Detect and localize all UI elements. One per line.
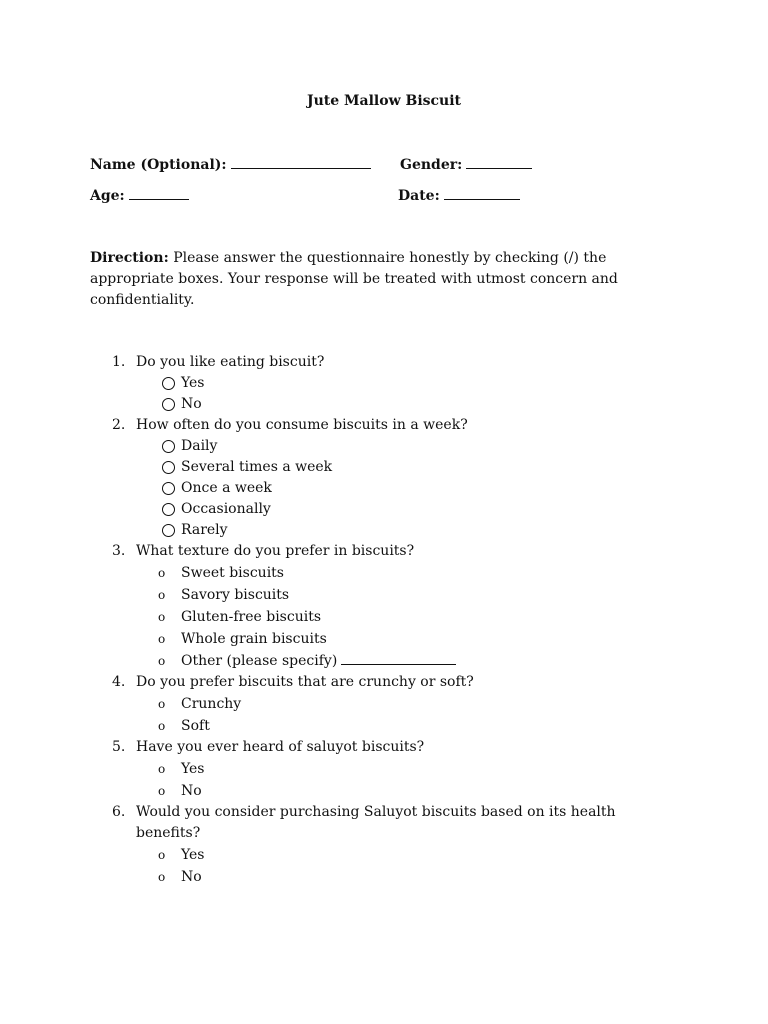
question-2 <box>0 415 656 436</box>
name-field <box>90 156 371 173</box>
bullet-o-icon: o <box>158 632 166 646</box>
name-label: Name (Optional): <box>90 157 227 173</box>
option-q2-rarely[interactable] <box>0 520 768 541</box>
radio-circle-icon[interactable] <box>162 377 175 390</box>
date-label: Date: <box>398 188 440 204</box>
option-label: Yes <box>181 847 205 863</box>
question-text: How often do you consume biscuits in a week? <box>136 417 468 433</box>
gender-label: Gender: <box>400 157 463 173</box>
option-label: Savory biscuits <box>181 587 290 603</box>
question-4 <box>0 672 656 693</box>
question-1 <box>0 352 656 373</box>
option-q3-whole-grain[interactable] <box>0 628 768 650</box>
question-number: 5. <box>112 739 126 755</box>
option-label: Yes <box>181 375 205 391</box>
option-label: Soft <box>181 718 210 734</box>
option-label: Daily <box>181 438 218 454</box>
radio-circle-icon[interactable] <box>162 440 175 453</box>
questions-list <box>0 352 768 888</box>
option-label: Once a week <box>181 480 272 496</box>
direction-paragraph <box>90 248 650 311</box>
bullet-o-icon: o <box>158 762 166 776</box>
radio-circle-icon[interactable] <box>162 461 175 474</box>
bullet-o-icon: o <box>158 870 166 884</box>
direction-text: Please answer the questionnaire honestly by checking (/) the appropriate boxes. Your response will be treated with utmost concern and confidentiality. <box>90 250 618 308</box>
question-text: Have you ever heard of saluyot biscuits? <box>136 739 425 755</box>
gender-field <box>400 156 532 173</box>
bullet-o-icon: o <box>158 566 166 580</box>
option-label: Occasionally <box>181 501 271 517</box>
option-label: Sweet biscuits <box>181 565 284 581</box>
question-text: Do you prefer biscuits that are crunchy or soft? <box>136 674 474 690</box>
bullet-o-icon: o <box>158 784 166 798</box>
option-label: No <box>181 869 202 885</box>
question-text: Do you like eating biscuit? <box>136 354 325 370</box>
option-q3-gluten-free[interactable] <box>0 606 768 628</box>
option-label: Gluten-free biscuits <box>181 609 321 625</box>
radio-circle-icon[interactable] <box>162 503 175 516</box>
option-label: Yes <box>181 761 205 777</box>
gender-blank[interactable] <box>466 156 532 169</box>
age-blank[interactable] <box>129 187 189 200</box>
option-q3-sweet[interactable] <box>0 562 768 584</box>
option-q6-no[interactable] <box>0 866 768 888</box>
radio-circle-icon[interactable] <box>162 482 175 495</box>
bullet-o-icon: o <box>158 588 166 602</box>
option-q6-yes[interactable] <box>0 844 768 866</box>
question-text: Would you consider purchasing Saluyot biscuits based on its health benefits? <box>136 804 616 841</box>
question-text: What texture do you prefer in biscuits? <box>136 543 415 559</box>
radio-circle-icon[interactable] <box>162 524 175 537</box>
question-number: 1. <box>112 354 126 370</box>
question-number: 6. <box>112 804 126 820</box>
option-label: Several times a week <box>181 459 333 475</box>
name-blank[interactable] <box>231 156 371 169</box>
question-3 <box>0 541 656 562</box>
bullet-o-icon: o <box>158 610 166 624</box>
question-6 <box>0 802 656 844</box>
date-blank[interactable] <box>444 187 520 200</box>
option-q1-yes[interactable] <box>0 373 768 394</box>
option-label: No <box>181 783 202 799</box>
other-specify-blank[interactable] <box>341 652 456 665</box>
bullet-o-icon: o <box>158 697 166 711</box>
direction-label: Direction: <box>90 250 169 266</box>
bullet-o-icon: o <box>158 848 166 862</box>
option-q2-once[interactable] <box>0 478 768 499</box>
option-label: Other (please specify) <box>181 653 338 669</box>
question-number: 4. <box>112 674 126 690</box>
option-label: Crunchy <box>181 696 242 712</box>
option-label: Whole grain biscuits <box>181 631 327 647</box>
age-field <box>90 187 189 204</box>
option-label: Rarely <box>181 522 228 538</box>
bullet-o-icon: o <box>158 654 166 668</box>
date-field <box>398 187 520 204</box>
bullet-o-icon: o <box>158 719 166 733</box>
option-q5-no[interactable] <box>0 780 768 802</box>
option-q4-crunchy[interactable] <box>0 693 768 715</box>
age-label: Age: <box>90 188 125 204</box>
question-5 <box>0 737 656 758</box>
document-title: Jute Mallow Biscuit <box>306 93 462 109</box>
option-label: No <box>181 396 202 412</box>
option-q5-yes[interactable] <box>0 758 768 780</box>
option-q3-other[interactable] <box>0 650 768 672</box>
option-q1-no[interactable] <box>0 394 768 415</box>
option-q4-soft[interactable] <box>0 715 768 737</box>
question-number: 2. <box>112 417 126 433</box>
option-q2-daily[interactable] <box>0 436 768 457</box>
radio-circle-icon[interactable] <box>162 398 175 411</box>
question-number: 3. <box>112 543 126 559</box>
option-q2-occasionally[interactable] <box>0 499 768 520</box>
option-q2-several[interactable] <box>0 457 768 478</box>
option-q3-savory[interactable] <box>0 584 768 606</box>
